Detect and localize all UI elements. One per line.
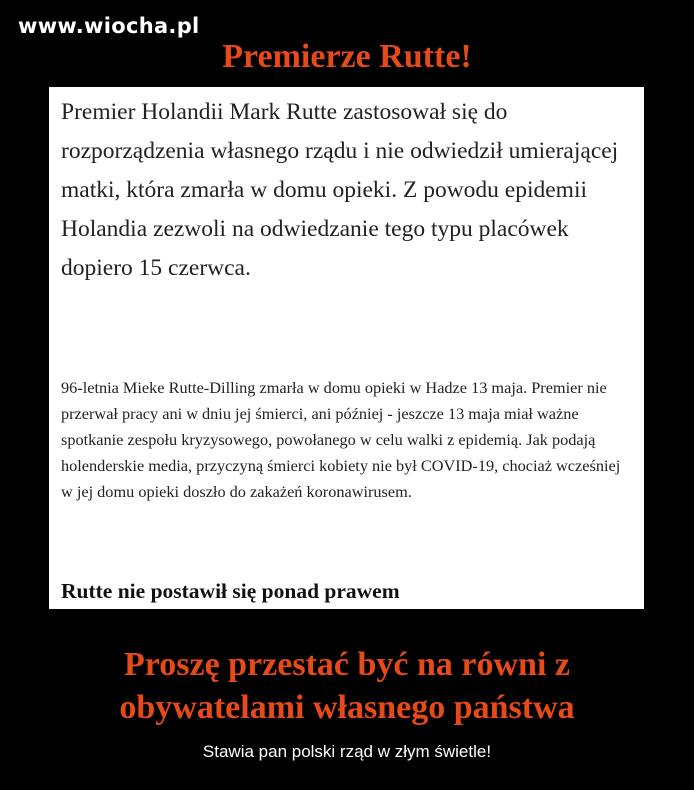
bottom-title	[0, 643, 694, 729]
bottom-title-line-1: Proszę przestać być na równi z	[124, 646, 570, 683]
article-subheading: Rutte nie postawił się ponad prawem	[61, 579, 400, 603]
site-watermark: www.wiocha.pl	[18, 14, 200, 38]
article-screenshot	[49, 87, 644, 609]
article-body: 96-letnia Mieke Rutte-Dilling zmarła w domu opieki w Hadze 13 maja. Premier nie przerwał pracy ani w dniu jej śmierci, ani później - jeszcze 13 maja miał ważne spotkanie zespołu kryzysowego, powołanego w celu walki z epidemią. Jak podają holenderskie media, przyczyną śmierci kobiety nie był COVID-19, chociaż wcześniej w jej domu opieki doszło do zakażeń koronawirusem.	[61, 378, 621, 501]
caption: Stawia pan polski rząd w złym świetle!	[202, 742, 492, 761]
top-title: Premierze Rutte!	[222, 38, 472, 75]
article-lead: Premier Holandii Mark Rutte zastosował się do rozporządzenia własnego rządu i nie odwiedził umierającej matki, która zmarła w domu opieki. Z powodu epidemii Holandia zezwoli na odwiedzanie tego typu placówek dopiero 15 czerwca.	[61, 99, 619, 281]
bottom-title-line-2: obywatelami własnego państwa	[119, 689, 575, 726]
